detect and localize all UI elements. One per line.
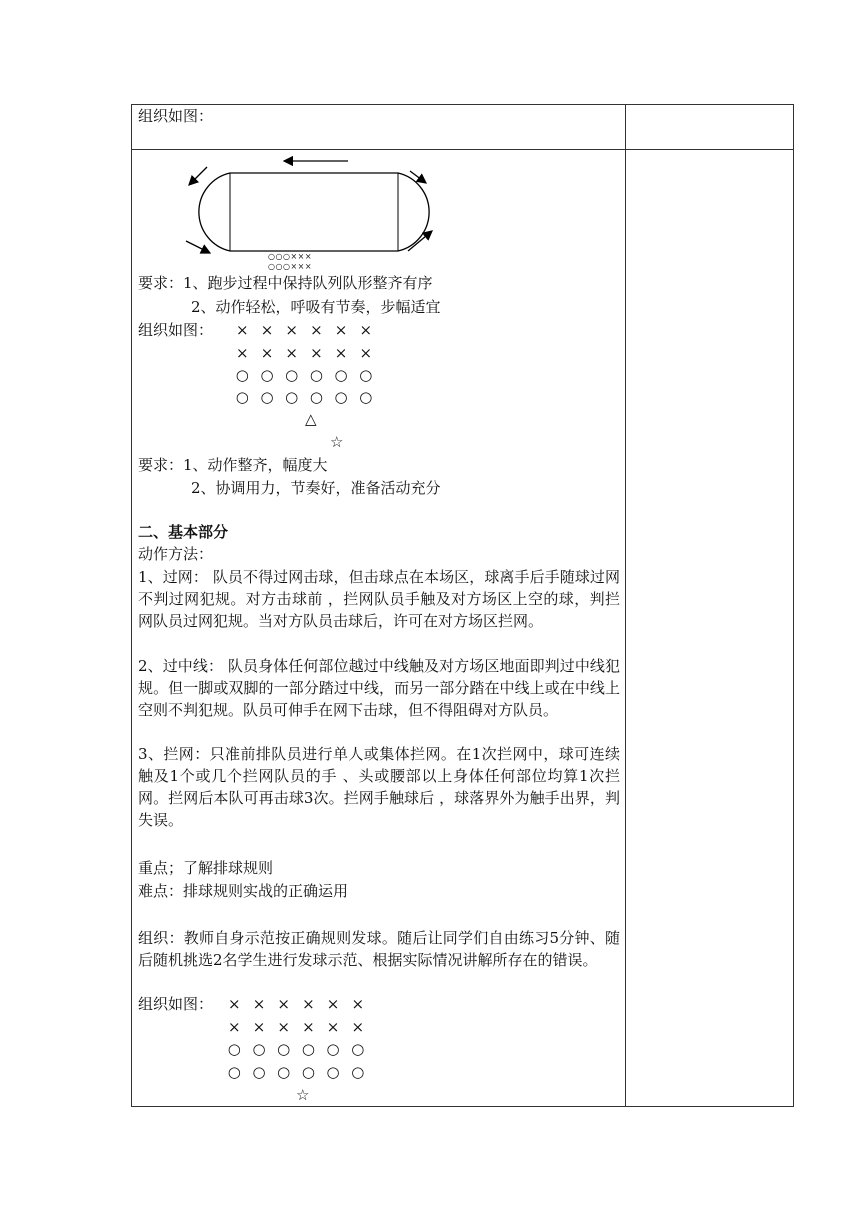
formation-1-row3: ○ ○ ○ ○ ○ ○ (235, 366, 373, 384)
table-border-column-divider (625, 104, 626, 1107)
teacher-triangle-icon: △ (305, 410, 317, 428)
table-border-row-divider (131, 149, 794, 150)
formation-2-row1: × × × × × × (228, 995, 365, 1013)
organization-text: 组织：教师自身示范按正确规则发球。随后让同学们自由练习5分钟、随后随机挑选2名学生进行发球示范、根据实际情况讲解所存在的错误。 (138, 929, 620, 969)
star-icon-2: ☆ (296, 1086, 310, 1104)
rule-3-paragraph (138, 743, 620, 831)
arrow-bottom-left (186, 241, 210, 253)
formation-1-row4: ○ ○ ○ ○ ○ ○ (235, 388, 373, 406)
org-header: 组织如图： (138, 107, 214, 125)
formation-2-row4: ○ ○ ○ ○ ○ ○ (227, 1063, 365, 1081)
track-outline (199, 173, 429, 251)
requirement-1-line2: 2、动作轻松，呼吸有节奏，步幅适宜 (191, 298, 441, 316)
arrow-bottom-right (408, 231, 432, 251)
formation-2-row2: × × × × × × (228, 1018, 365, 1036)
rule-1-text: 1、过网： 队员不得过网击球，但击球点在本场区，球离手后手随球过网不判过网犯规。对方击球前 ，拦网队员手触及对方场区上空的球，判拦网队员过网犯规。当对方队员击球后，许可在对方场区拦网。 (138, 568, 620, 630)
requirement-2-line2: 2、协调用力，节奏好，准备活动充分 (191, 479, 441, 497)
track-students-row1: ○○○××× (268, 252, 313, 261)
table-border-top (131, 104, 794, 105)
running-track-diagram (180, 155, 440, 260)
rule-2-text: 2、过中线： 队员身体任何部位越过中线触及对方场区地面即判过中线犯规。但一脚或双脚的一部分踏过中线，而另一部分踏在中线上或在中线上空则不判犯规。队员可伸手在网下击球，但不得阻碍对方队员。 (138, 657, 620, 719)
rule-2-paragraph (138, 655, 620, 721)
formation-1-row1: × × × × × × (236, 321, 373, 339)
table-border-left (131, 104, 132, 1107)
requirement-2-line1: 要求：1、动作整齐，幅度大 (138, 456, 328, 474)
star-icon: ☆ (330, 433, 344, 451)
rule-1-paragraph (138, 566, 620, 632)
track-students-row2: ○○○××× (268, 262, 313, 271)
formation-2-row3: ○ ○ ○ ○ ○ ○ (227, 1040, 365, 1058)
formation-1-row2: × × × × × × (236, 344, 373, 362)
arrow-top-right (410, 171, 426, 183)
key-point: 重点；了解排球规则 (138, 859, 274, 877)
table-border-bottom (131, 1106, 794, 1107)
section-heading: 二、基本部分 (138, 523, 229, 541)
difficulty: 难点：排球规则实战的正确运用 (138, 882, 349, 900)
organization-paragraph (138, 927, 620, 971)
method-label: 动作方法： (138, 545, 214, 563)
formation-label-1: 组织如图： (138, 321, 214, 339)
table-border-right (793, 104, 794, 1107)
rule-3-text: 3、拦网：只准前排队员进行单人或集体拦网。在1次拦网中，球可连续触及1个或几个拦网队员的手 、头或腰部以上身体任何部位均算1次拦网。拦网后本队可再击球3次。拦网手触球后 ，球落界外为触手出界，判失误。 (138, 745, 620, 829)
arrow-top-left (189, 167, 207, 185)
formation-label-2: 组织如图： (138, 995, 214, 1013)
requirement-1-line1: 要求：1、跑步过程中保持队列队形整齐有序 (138, 274, 433, 292)
